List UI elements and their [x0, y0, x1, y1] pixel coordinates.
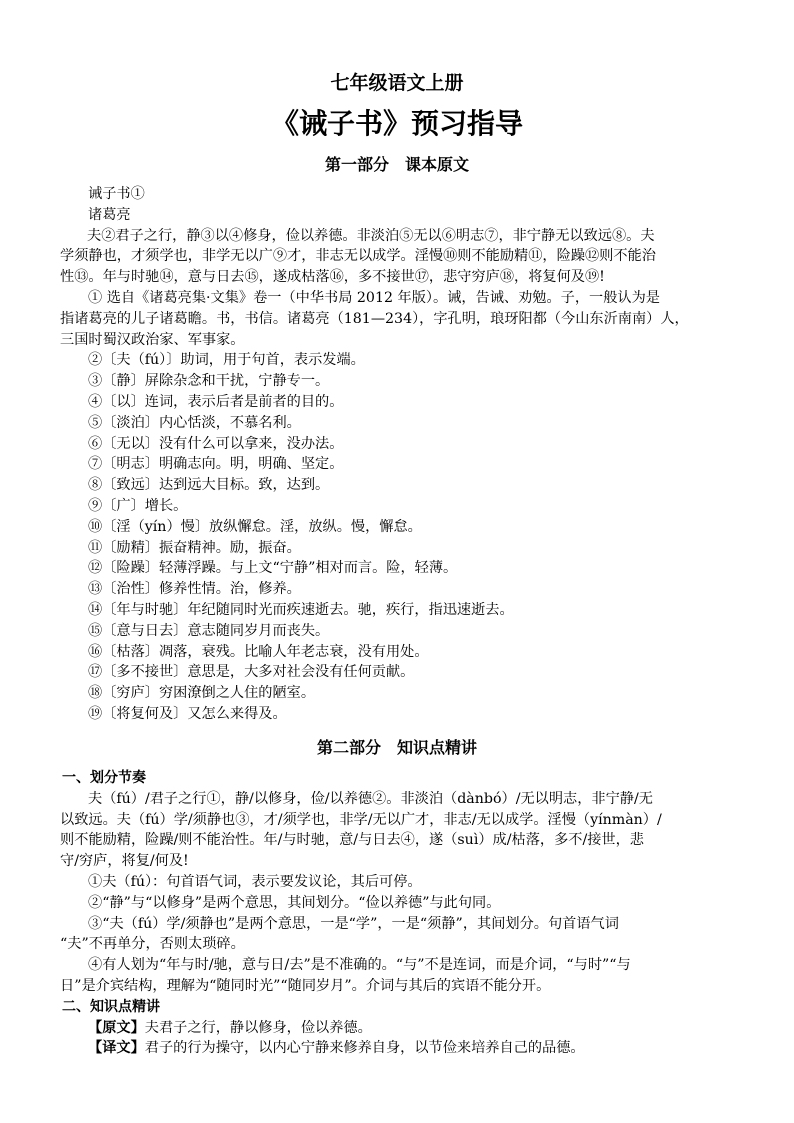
text-line: 性⑬。年与时驰⑭，意与日去⑮，遂成枯落⑯，多不接世⑰，悲守穷庐⑱，将复何及⑲! — [60, 269, 605, 286]
note-item: ⑪〔励精〕振奋精神。励，振奋。 — [88, 539, 301, 556]
rhythm-note: “夫”不再单分，否则太琐碎。 — [60, 936, 245, 953]
rhythm-note: ③“夫（fú）学/须静也”是两个意思，一是“学”，一是“须静”，其间划分。句首语气词 — [88, 915, 619, 932]
rhythm-note: ②“静”与“以修身”是两个意思，其间划分。“俭以养德”与此句同。 — [88, 894, 501, 911]
text-line: 夫②君子之行，静③以④修身，俭以养德。非淡泊⑤无以⑥明志⑦，非宁静无以致远⑧。夫 — [87, 227, 655, 244]
rhythm-note: 日”是介宾结构，理解为“随同时光”“随同岁月”。介词与其后的宾语不能分开。 — [60, 977, 551, 994]
text-author: 诸葛亮 — [88, 206, 131, 223]
rhythm-line: 以致远。夫（fú）学/须静也③，才/须学也，非学/无以广才，非志/无以成学。淫慢（yínmàn）/ — [60, 811, 662, 828]
yuanwen-text: 夫君子之行，静以修身，俭以养德。 — [144, 1019, 372, 1036]
note-line: 指诸葛亮的儿子诸葛瞻。书，书信。诸葛亮（181—234），字孔明，琅玡阳都（今山东沂南南）人， — [60, 310, 689, 327]
yuanwen-tag: 【原文】 — [88, 1019, 145, 1036]
rhythm-note: ①夫（fú）：句首语气词，表示要发议论，其后可停。 — [88, 873, 422, 890]
text-line: 学须静也，才须学也，非学无以广⑨才，非志无以成学。淫慢⑩则不能励精⑪，险躁⑫则不能治 — [60, 248, 656, 265]
yiwen-text: 君子的行为操守，以内心宁静来修养自身，以节俭来培养自己的品德。 — [144, 1040, 585, 1057]
note-item: ④〔以〕连词，表示后者是前者的目的。 — [88, 393, 344, 410]
text-title-line: 诫子书① — [88, 186, 145, 202]
note-item: ③〔静〕屏除杂念和干扰，宁静专一。 — [88, 373, 330, 390]
subheading-knowledge: 二、知识点精讲 — [62, 998, 160, 1015]
subheading-rhythm: 一、划分节奏 — [62, 770, 146, 786]
rhythm-note: ④有人划为“年与时/驰，意与日/去”是不准确的。“与”不是连词，而是介词，“与时”“与 — [88, 957, 631, 974]
note-item: ⑰〔多不接世〕意思是，大多对社会没有任何贡献。 — [88, 664, 415, 681]
yuanwen-line — [88, 1018, 740, 1039]
note-item: ⑬〔治性〕修养性情。治，修养。 — [88, 581, 301, 598]
note-item: ⑤〔淡泊〕内心恬淡，不慕名利。 — [88, 414, 301, 431]
note-item: ⑯〔枯落〕凋落，衰残。比喻人年老志衰，没有用处。 — [88, 643, 429, 660]
note-item: ⑦〔明志〕明确志向。明，明确、坚定。 — [88, 456, 344, 473]
note-item: ②〔夫（fú）〕助词，用于句首，表示发端。 — [88, 352, 365, 369]
rhythm-line: 夫（fú）/君子之行①，静/以修身，俭/以养德②。非淡泊（dànbó）/无以明志，非宁静/无 — [88, 790, 653, 807]
rhythm-line: 则不能励精，险躁/则不能治性。年/与时驰，意/与日去④，遂（suì）成/枯落，多不/接世，悲 — [60, 832, 644, 849]
note-line: ① 选自《诸葛亮集·文集》卷一（中华书局 2012 年版）。诫，告诫、劝勉。子，一般认为是 — [88, 289, 660, 306]
note-item: ⑧〔致远〕达到远大目标。致，达到。 — [88, 477, 330, 494]
note-item: ⑲〔将复何及〕又怎么来得及。 — [88, 705, 287, 722]
part1-body — [60, 184, 740, 725]
part2-heading: 第二部分 知识点精讲 — [316, 738, 477, 757]
yiwen-line — [88, 1038, 740, 1059]
note-item: ⑱〔穷庐〕穷困潦倒之人住的陋室。 — [88, 685, 316, 702]
note-item: ⑥〔无以〕没有什么可以拿来，没办法。 — [88, 435, 344, 452]
part1-heading: 第一部分 课本原文 — [324, 155, 469, 174]
grade-heading: 七年级语文上册 — [330, 72, 464, 94]
note-item: ⑩〔淫（yín）慢〕放纵懈怠。淫，放纵。慢，懈怠。 — [88, 518, 422, 535]
yiwen-tag: 【译文】 — [88, 1040, 145, 1057]
note-item: ⑭〔年与时驰〕年纪随同时光而疾速逝去。驰，疾行，指迅速逝去。 — [88, 601, 514, 618]
rhythm-line: 守/穷庐，将复/何及! — [60, 853, 189, 870]
note-item: ⑨〔广〕增长。 — [88, 497, 188, 514]
note-line: 三国时蜀汉政治家、军事家。 — [60, 331, 245, 348]
document-title: 《诫子书》预习指导 — [270, 107, 523, 140]
part2-body — [60, 768, 740, 1059]
note-item: ⑮〔意与日去〕意志随同岁月而丧失。 — [88, 622, 330, 639]
note-item: ⑫〔险躁〕轻薄浮躁。与上文“宁静”相对而言。险，轻薄。 — [88, 560, 458, 577]
